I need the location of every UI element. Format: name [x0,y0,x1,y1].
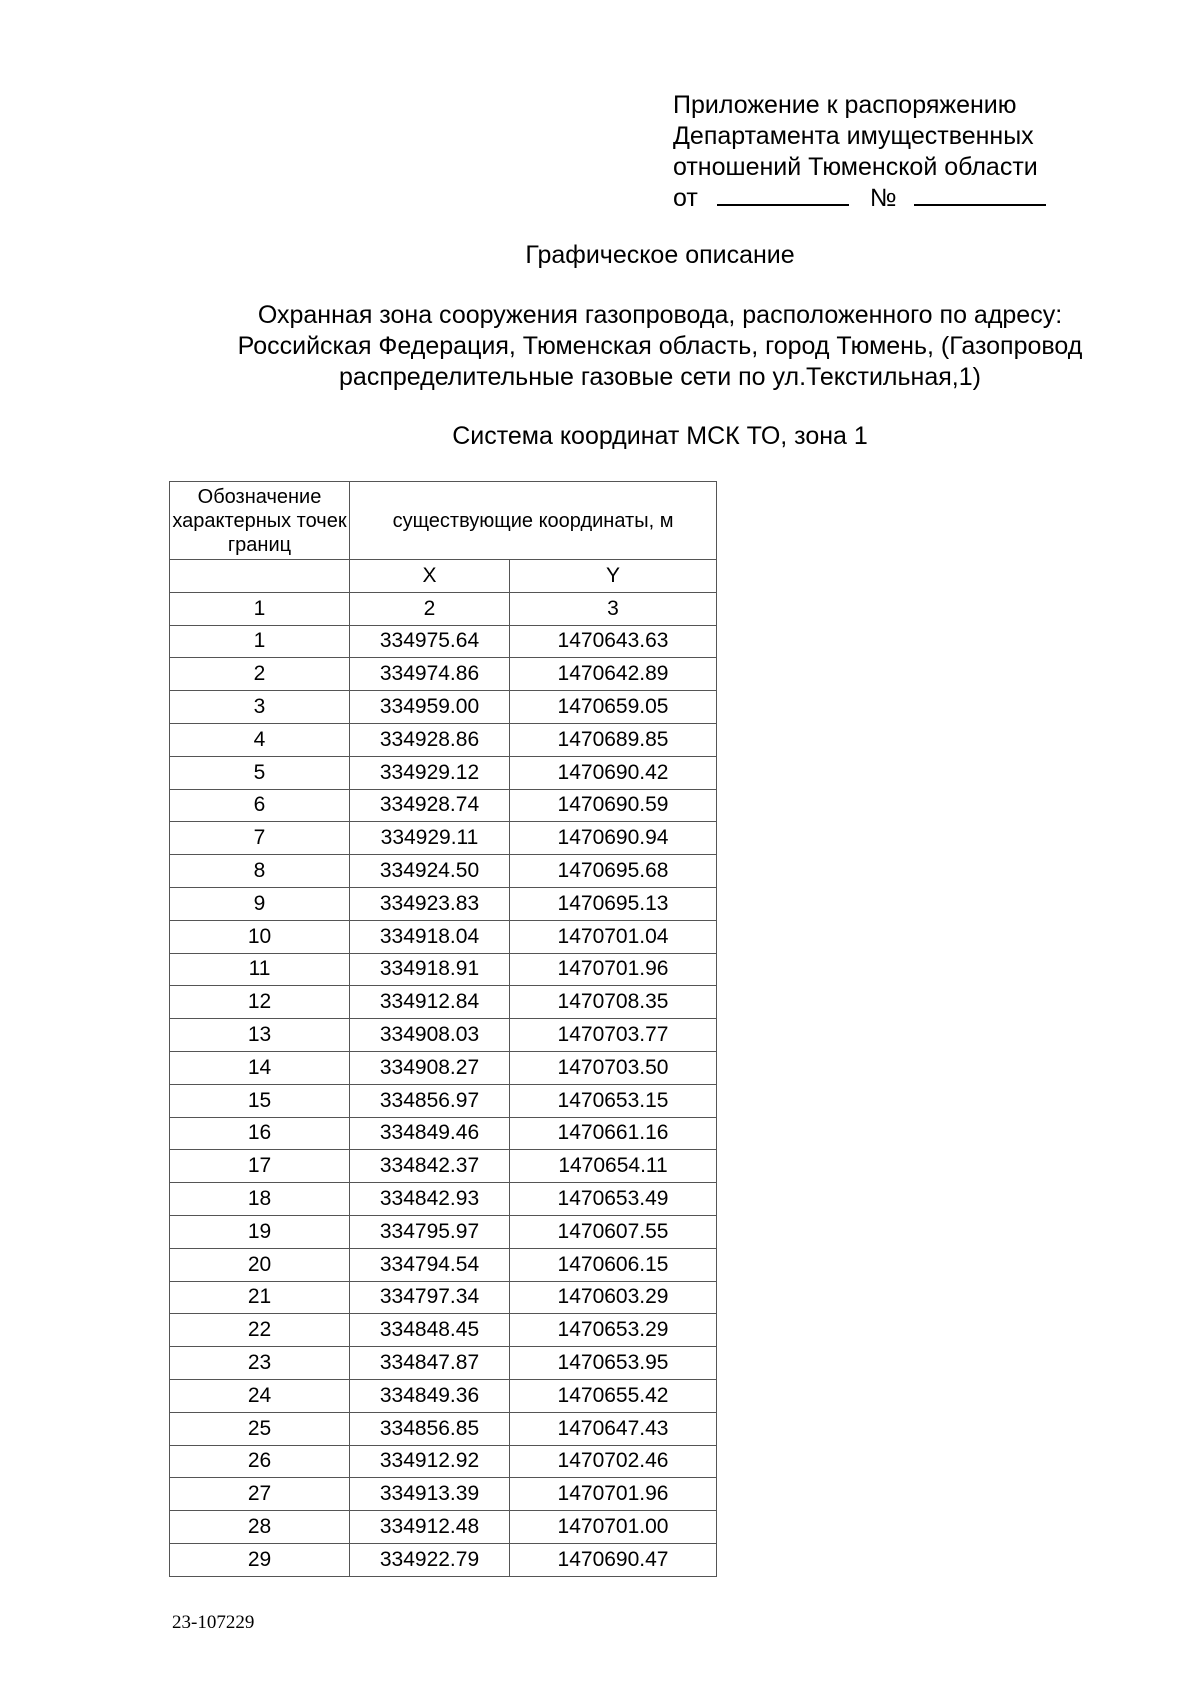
y-coordinate-cell: 1470701.96 [510,1478,717,1511]
header-point-designation: Обозначение характерных точек границ [170,482,350,560]
table-row [170,1445,717,1478]
table-row [170,1117,717,1150]
table-row [170,723,717,756]
table-row [170,1511,717,1544]
table-row [170,658,717,691]
point-number-cell: 10 [170,920,350,953]
coordinates-table-body [170,625,717,1576]
x-coordinate-cell: 334929.11 [350,822,510,855]
zone-description [0,300,1200,393]
x-coordinate-cell: 334849.36 [350,1379,510,1412]
x-coordinate-cell: 334797.34 [350,1281,510,1314]
x-coordinate-cell: 334918.91 [350,953,510,986]
y-coordinate-cell: 1470690.59 [510,789,717,822]
y-coordinate-cell: 1470653.15 [510,1084,717,1117]
x-coordinate-cell: 334908.03 [350,1019,510,1052]
x-coordinate-cell: 334908.27 [350,1051,510,1084]
x-coordinate-cell: 334849.46 [350,1117,510,1150]
description-line-3: распределительные газовые сети по ул.Текстильная,1) [339,363,981,391]
x-coordinate-cell: 334928.74 [350,789,510,822]
date-blank [717,184,849,206]
y-coordinate-cell: 1470703.50 [510,1051,717,1084]
point-number-cell: 14 [170,1051,350,1084]
table-row [170,855,717,888]
point-number-cell: 27 [170,1478,350,1511]
y-coordinate-cell: 1470708.35 [510,986,717,1019]
point-number-cell: 28 [170,1511,350,1544]
x-coordinate-cell: 334928.86 [350,723,510,756]
y-coordinate-cell: 1470642.89 [510,658,717,691]
point-number-cell: 9 [170,887,350,920]
table-row [170,887,717,920]
x-coordinate-cell: 334842.93 [350,1183,510,1216]
x-coordinate-cell: 334923.83 [350,887,510,920]
table-row [170,1150,717,1183]
table-row [170,1347,717,1380]
appendix-line-1: Приложение к распоряжению [673,91,1017,119]
x-coordinate-cell: 334847.87 [350,1347,510,1380]
coordinate-system-label: Система координат МСК ТО, зона 1 [452,422,868,450]
table-row [170,1084,717,1117]
point-number-cell: 17 [170,1150,350,1183]
x-coordinate-cell: 334929.12 [350,756,510,789]
y-coordinate-cell: 1470655.42 [510,1379,717,1412]
x-coordinate-cell: 334912.48 [350,1511,510,1544]
y-coordinate-cell: 1470701.04 [510,920,717,953]
appendix-date-number-line [673,183,1046,214]
document-title: Графическое описание [525,241,795,269]
point-number-cell: 20 [170,1248,350,1281]
point-number-cell: 15 [170,1084,350,1117]
x-coordinate-cell: 334856.97 [350,1084,510,1117]
document-code: 23-107229 [172,1612,255,1633]
column-number-2: 2 [350,592,510,625]
point-number-cell: 29 [170,1543,350,1576]
y-coordinate-cell: 1470690.94 [510,822,717,855]
point-number-cell: 3 [170,691,350,724]
x-coordinate-cell: 334918.04 [350,920,510,953]
point-number-cell: 18 [170,1183,350,1216]
column-number-3: 3 [510,592,717,625]
y-coordinate-cell: 1470703.77 [510,1019,717,1052]
header-x: X [350,560,510,593]
table-row [170,1248,717,1281]
header-y: Y [510,560,717,593]
x-coordinate-cell: 334848.45 [350,1314,510,1347]
header-existing-coordinates: существующие координаты, м [350,482,717,560]
y-coordinate-cell: 1470701.00 [510,1511,717,1544]
table-row [170,986,717,1019]
y-coordinate-cell: 1470695.68 [510,855,717,888]
table-row [170,1051,717,1084]
x-coordinate-cell: 334959.00 [350,691,510,724]
number-blank [914,184,1046,206]
point-number-cell: 11 [170,953,350,986]
point-number-cell: 21 [170,1281,350,1314]
table-row [170,1379,717,1412]
table-row [170,1543,717,1576]
y-coordinate-cell: 1470653.49 [510,1183,717,1216]
point-number-cell: 7 [170,822,350,855]
table-row [170,1412,717,1445]
table-row [170,822,717,855]
point-number-cell: 24 [170,1379,350,1412]
appendix-block [673,90,1046,214]
point-number-cell: 4 [170,723,350,756]
table-row [170,789,717,822]
point-number-cell: 8 [170,855,350,888]
point-number-cell: 12 [170,986,350,1019]
point-number-cell: 23 [170,1347,350,1380]
x-coordinate-cell: 334794.54 [350,1248,510,1281]
y-coordinate-cell: 1470643.63 [510,625,717,658]
point-number-cell: 5 [170,756,350,789]
point-number-cell: 2 [170,658,350,691]
y-coordinate-cell: 1470603.29 [510,1281,717,1314]
point-number-cell: 1 [170,625,350,658]
table-row [170,953,717,986]
table-row [170,625,717,658]
table-row [170,1478,717,1511]
y-coordinate-cell: 1470702.46 [510,1445,717,1478]
table-row [170,756,717,789]
y-coordinate-cell: 1470689.85 [510,723,717,756]
y-coordinate-cell: 1470647.43 [510,1412,717,1445]
x-coordinate-cell: 334975.64 [350,625,510,658]
x-coordinate-cell: 334913.39 [350,1478,510,1511]
x-coordinate-cell: 334924.50 [350,855,510,888]
table-row [170,920,717,953]
x-coordinate-cell: 334912.84 [350,986,510,1019]
y-coordinate-cell: 1470661.16 [510,1117,717,1150]
table-row [170,1019,717,1052]
y-coordinate-cell: 1470695.13 [510,887,717,920]
table-row [170,1183,717,1216]
y-coordinate-cell: 1470701.96 [510,953,717,986]
point-number-cell: 19 [170,1215,350,1248]
point-number-cell: 25 [170,1412,350,1445]
description-line-1: Охранная зона сооружения газопровода, расположенного по адресу: [257,301,1063,329]
x-coordinate-cell: 334856.85 [350,1412,510,1445]
x-coordinate-cell: 334795.97 [350,1215,510,1248]
from-label: от [673,184,698,212]
y-coordinate-cell: 1470690.47 [510,1543,717,1576]
point-number-cell: 6 [170,789,350,822]
y-coordinate-cell: 1470659.05 [510,691,717,724]
point-number-cell: 16 [170,1117,350,1150]
appendix-line-2: Департамента имущественных [673,122,1034,150]
table-row [170,1215,717,1248]
y-coordinate-cell: 1470653.95 [510,1347,717,1380]
number-label: № [869,184,897,212]
x-coordinate-cell: 334842.37 [350,1150,510,1183]
x-coordinate-cell: 334912.92 [350,1445,510,1478]
description-line-2: Российская Федерация, Тюменская область, город Тюмень, (Газопровод [237,332,1083,360]
table-row [170,1281,717,1314]
y-coordinate-cell: 1470654.11 [510,1150,717,1183]
table-row [170,1314,717,1347]
column-number-1: 1 [170,592,350,625]
y-coordinate-cell: 1470607.55 [510,1215,717,1248]
point-number-cell: 13 [170,1019,350,1052]
x-coordinate-cell: 334922.79 [350,1543,510,1576]
appendix-line-3: отношений Тюменской области [673,153,1038,181]
y-coordinate-cell: 1470653.29 [510,1314,717,1347]
table-row [170,691,717,724]
header-empty-cell [170,560,350,593]
y-coordinate-cell: 1470606.15 [510,1248,717,1281]
y-coordinate-cell: 1470690.42 [510,756,717,789]
x-coordinate-cell: 334974.86 [350,658,510,691]
coordinates-table [169,481,717,1577]
point-number-cell: 22 [170,1314,350,1347]
point-number-cell: 26 [170,1445,350,1478]
